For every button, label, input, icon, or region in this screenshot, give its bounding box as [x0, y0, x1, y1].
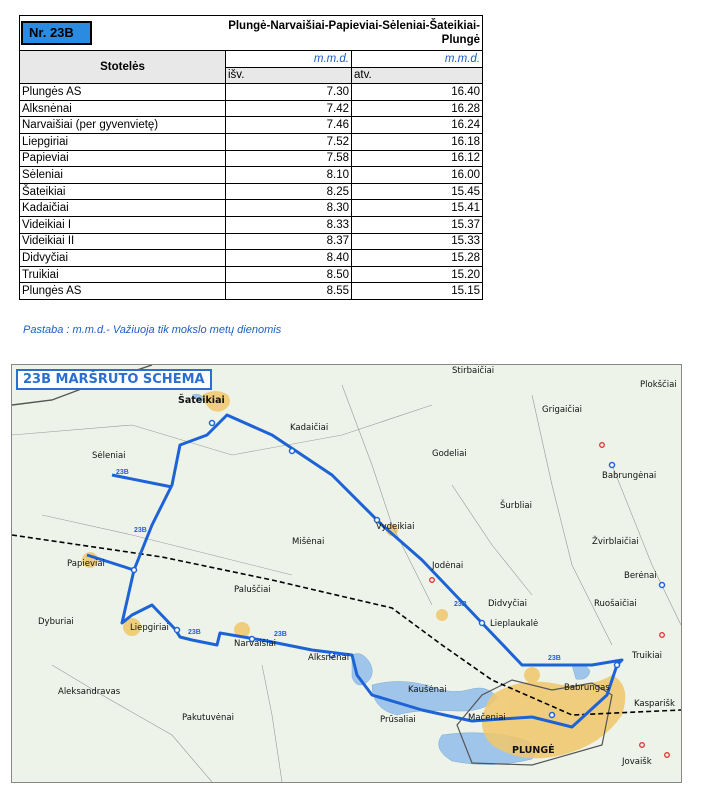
stop-name: Kadaičiai — [20, 200, 226, 217]
place-label: Paluščiai — [234, 585, 271, 595]
arrival-time: 16.18 — [352, 133, 483, 150]
departure-time: 7.42 — [226, 100, 352, 117]
route-label: 23B — [134, 527, 147, 534]
timetable-note: Pastaba : m.m.d.- Važiuoja tik mokslo metų dienomis — [23, 324, 282, 336]
departure-time: 8.50 — [226, 266, 352, 283]
place-label: Plokščiai — [640, 380, 677, 390]
place-label: Kadaičiai — [290, 423, 329, 433]
timetable-row — [20, 100, 483, 117]
place-label: Šurbliai — [500, 501, 532, 511]
place-label: Lieplaukalė — [490, 619, 539, 629]
place-label: Ruošaičiai — [594, 599, 637, 609]
place-label: Kaušėnai — [408, 685, 447, 695]
place-label: Godeliai — [432, 449, 467, 459]
departure-time: 8.10 — [226, 167, 352, 184]
place-label: Mišėnai — [292, 537, 325, 547]
departure-time: 8.33 — [226, 216, 352, 233]
place-label: Stirbaičiai — [452, 366, 495, 376]
place-label: Šateikiai — [178, 395, 225, 406]
departure-time: 8.37 — [226, 233, 352, 250]
arrival-mmd: m.m.d. — [352, 51, 483, 68]
departure-time: 8.30 — [226, 200, 352, 217]
stop-name: Truikiai — [20, 266, 226, 283]
timetable-row — [20, 266, 483, 283]
stop-name: Papieviai — [20, 150, 226, 167]
place-label: Aleksandravas — [58, 687, 121, 697]
place-label: Liepgiriai — [130, 623, 169, 633]
arrival-time: 15.41 — [352, 200, 483, 217]
arrival-time: 16.28 — [352, 100, 483, 117]
route-label: 23B — [188, 629, 201, 636]
timetable-row — [20, 233, 483, 250]
place-label: Jovaišk — [622, 757, 652, 767]
place-label: Narvaišiai — [234, 639, 277, 649]
route-map — [11, 364, 682, 783]
place-label: Berėnai — [624, 571, 657, 581]
departure-time: 8.25 — [226, 183, 352, 200]
place-label: Alksnėnai — [308, 653, 350, 663]
arrival-time: 15.45 — [352, 183, 483, 200]
arrival-time: 15.28 — [352, 250, 483, 267]
urban-areas — [82, 391, 625, 758]
arrival-time: 15.15 — [352, 283, 483, 300]
arrival-time: 15.20 — [352, 266, 483, 283]
place-label: Papieviai — [67, 559, 105, 569]
place-label: Babrungėnai — [602, 471, 657, 481]
place-label: Prūsaliai — [380, 715, 416, 725]
departure-column-header: išv. — [226, 67, 352, 84]
departure-time: 8.55 — [226, 283, 352, 300]
arrival-column-header: atv. — [352, 67, 483, 84]
stop-name: Videikiai II — [20, 233, 226, 250]
timetable-row — [20, 150, 483, 167]
place-label: Didvyčiai — [488, 599, 527, 609]
arrival-time: 16.24 — [352, 117, 483, 134]
arrival-time: 16.12 — [352, 150, 483, 167]
arrival-time: 15.33 — [352, 233, 483, 250]
place-label: Vydeikiai — [376, 522, 415, 532]
stop-name: Narvaišiai (per gyvenvietę) — [20, 117, 226, 134]
route-label: 23B — [454, 601, 467, 608]
arrival-time: 16.40 — [352, 84, 483, 101]
place-label: Sėleniai — [92, 451, 126, 461]
route-label: 23B — [274, 631, 287, 638]
arrival-time: 15.37 — [352, 216, 483, 233]
place-label: Grigaičiai — [542, 405, 583, 415]
stop-name: Videikiai I — [20, 216, 226, 233]
place-label: Žvirblaičiai — [592, 537, 639, 547]
route-label: 23B — [116, 469, 129, 476]
departure-time: 7.58 — [226, 150, 352, 167]
stop-name: Liepgiriai — [20, 133, 226, 150]
departure-time: 7.46 — [226, 117, 352, 134]
stop-name: Plungės AS — [20, 283, 226, 300]
map-title: 23B MARŠRUTO SCHEMA — [16, 369, 212, 390]
timetable-row — [20, 216, 483, 233]
timetable-row — [20, 84, 483, 101]
departure-time: 8.40 — [226, 250, 352, 267]
route-name: Plungė-Narvaišiai-Papieviai-Sėleniai-Šateikiai-Plungė — [226, 16, 483, 51]
stop-name: Šateikiai — [20, 183, 226, 200]
departure-mmd: m.m.d. — [226, 51, 352, 68]
departure-time: 7.30 — [226, 84, 352, 101]
timetable-row — [20, 183, 483, 200]
route-label: 23B — [548, 655, 561, 662]
timetable-row — [20, 283, 483, 300]
timetable-row — [20, 167, 483, 184]
place-label: Mačeniai — [468, 713, 506, 723]
departure-time: 7.52 — [226, 133, 352, 150]
stop-name: Sėleniai — [20, 167, 226, 184]
place-label: Dyburiai — [38, 617, 74, 627]
arrival-time: 16.00 — [352, 167, 483, 184]
stop-name: Alksnėnai — [20, 100, 226, 117]
timetable-row — [20, 250, 483, 267]
stop-name: Plungės AS — [20, 84, 226, 101]
timetable-row — [20, 117, 483, 134]
place-label: Kasparišk — [634, 699, 675, 709]
place-label: Truikiai — [632, 651, 663, 661]
stops-column-header: Stotelės — [20, 51, 226, 84]
route-number-badge: Nr. 23B — [21, 21, 92, 45]
map-canvas — [12, 365, 681, 782]
timetable-row — [20, 200, 483, 217]
place-label: Pakutuvėnai — [182, 713, 234, 723]
place-label: PLUNGĖ — [512, 745, 555, 756]
place-label: Jodėnai — [432, 561, 464, 571]
stop-name: Didvyčiai — [20, 250, 226, 267]
timetable-row — [20, 133, 483, 150]
timetable — [19, 15, 483, 300]
place-label: Babrungas — [564, 683, 610, 693]
timetable-header — [20, 16, 483, 51]
